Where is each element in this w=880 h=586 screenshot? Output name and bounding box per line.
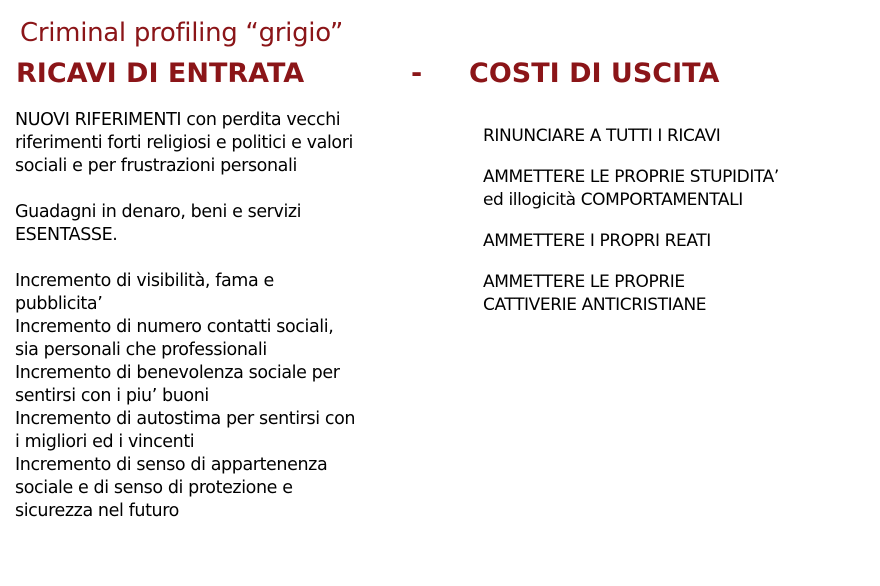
cost-item: AMMETTERE LE PROPRIE STUPIDITA’ ed illogicità COMPORTAMENTALI — [483, 167, 779, 210]
heading-revenues: RICAVI DI ENTRATA — [16, 58, 305, 89]
slide-subtitle: Criminal profiling “grigio” — [20, 18, 344, 48]
revenue-item: Guadagni in denaro, beni e servizi ESENTASSE. — [15, 202, 302, 245]
heading-separator: - — [411, 58, 423, 89]
cost-item: AMMETTERE I PROPRI REATI — [483, 231, 711, 251]
heading-costs: COSTI DI USCITA — [469, 58, 720, 89]
revenues-column — [15, 109, 455, 523]
cost-item: AMMETTERE LE PROPRIE CATTIVERIE ANTICRISTIANE — [483, 272, 707, 315]
costs-column — [483, 125, 873, 317]
revenue-item: NUOVI RIFERIMENTI con perdita vecchi riferimenti forti religiosi e politici e valori sociali e per frustrazioni personali — [15, 110, 353, 176]
revenue-item: Incremento di visibilità, fama e pubblicita’ Incremento di numero contatti sociali, sia personali che professionali Incremento di benevolenza sociale per sentirsi con i piu’ buoni Incremento di autostima per sentirsi con i migliori ed i vincenti Incremento di senso di appartenenza sociale e di senso di protezione e sicurezza nel futuro — [15, 271, 356, 521]
cost-item: RINUNCIARE A TUTTI I RICAVI — [483, 126, 721, 146]
